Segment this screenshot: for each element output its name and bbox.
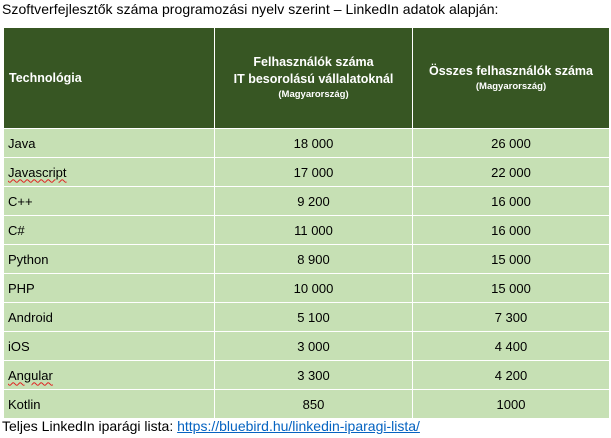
header-all-users xyxy=(413,28,610,129)
all-users-cell: 16 000 xyxy=(413,187,610,216)
it-users-cell: 8 900 xyxy=(215,245,413,274)
table-row xyxy=(4,158,610,187)
tech-cell xyxy=(4,158,215,187)
all-users-cell: 22 000 xyxy=(413,158,610,187)
all-users-cell: 1000 xyxy=(413,390,610,419)
tech-cell: C# xyxy=(4,216,215,245)
header-it-users-line2: IT besorolású vállalatoknál xyxy=(233,72,394,86)
all-users-cell: 7 300 xyxy=(413,303,610,332)
tech-cell: PHP xyxy=(4,274,215,303)
it-users-cell: 3 000 xyxy=(215,332,413,361)
table-row xyxy=(4,245,610,274)
document-caption: Szoftverfejlesztők száma programozási nyelv szerint – LinkedIn adatok alapján: xyxy=(2,1,499,17)
all-users-cell: 26 000 xyxy=(413,129,610,158)
tech-cell: Python xyxy=(4,245,215,274)
tech-cell: Android xyxy=(4,303,215,332)
spellcheck-flagged-word: Javascript xyxy=(8,164,67,180)
header-technology xyxy=(4,28,215,129)
table-row xyxy=(4,187,610,216)
header-all-users-sub: (Magyarország) xyxy=(475,80,547,92)
header-technology-label: Technológia xyxy=(9,70,82,85)
table-row xyxy=(4,332,610,361)
table-row xyxy=(4,361,610,390)
all-users-cell: 16 000 xyxy=(413,216,610,245)
table-row xyxy=(4,216,610,245)
tech-cell: iOS xyxy=(4,332,215,361)
tech-cell xyxy=(4,361,215,390)
it-users-cell: 5 100 xyxy=(215,303,413,332)
table-header-row xyxy=(4,28,610,129)
header-it-users-sub: (Magyarország) xyxy=(278,89,349,100)
it-users-cell: 9 200 xyxy=(215,187,413,216)
all-users-cell: 15 000 xyxy=(413,245,610,274)
it-users-cell: 18 000 xyxy=(215,129,413,158)
all-users-cell: 15 000 xyxy=(413,274,610,303)
it-users-cell: 10 000 xyxy=(215,274,413,303)
it-users-cell: 3 300 xyxy=(215,361,413,390)
header-it-users-line1: Felhasználók száma xyxy=(253,55,374,69)
footer-label: Teljes LinkedIn iparági lista: xyxy=(2,418,178,434)
table-row xyxy=(4,129,610,158)
it-users-cell: 850 xyxy=(215,390,413,419)
all-users-cell: 4 200 xyxy=(413,361,610,390)
it-users-cell: 17 000 xyxy=(215,158,413,187)
table-row xyxy=(4,303,610,332)
tech-cell: Java xyxy=(4,129,215,158)
linkedin-list-link[interactable]: https://bluebird.hu/linkedin-iparagi-lista/ xyxy=(177,418,420,434)
header-all-users-line1: Összes felhasználók száma xyxy=(429,63,593,78)
table-row xyxy=(4,274,610,303)
tech-cell: Kotlin xyxy=(4,390,215,419)
spellcheck-flagged-word: Angular xyxy=(8,367,53,383)
footer-line xyxy=(2,417,420,435)
header-it-users xyxy=(215,28,413,129)
it-users-cell: 11 000 xyxy=(215,216,413,245)
technology-table xyxy=(3,27,610,419)
all-users-cell: 4 400 xyxy=(413,332,610,361)
table-row xyxy=(4,390,610,419)
tech-cell: C++ xyxy=(4,187,215,216)
